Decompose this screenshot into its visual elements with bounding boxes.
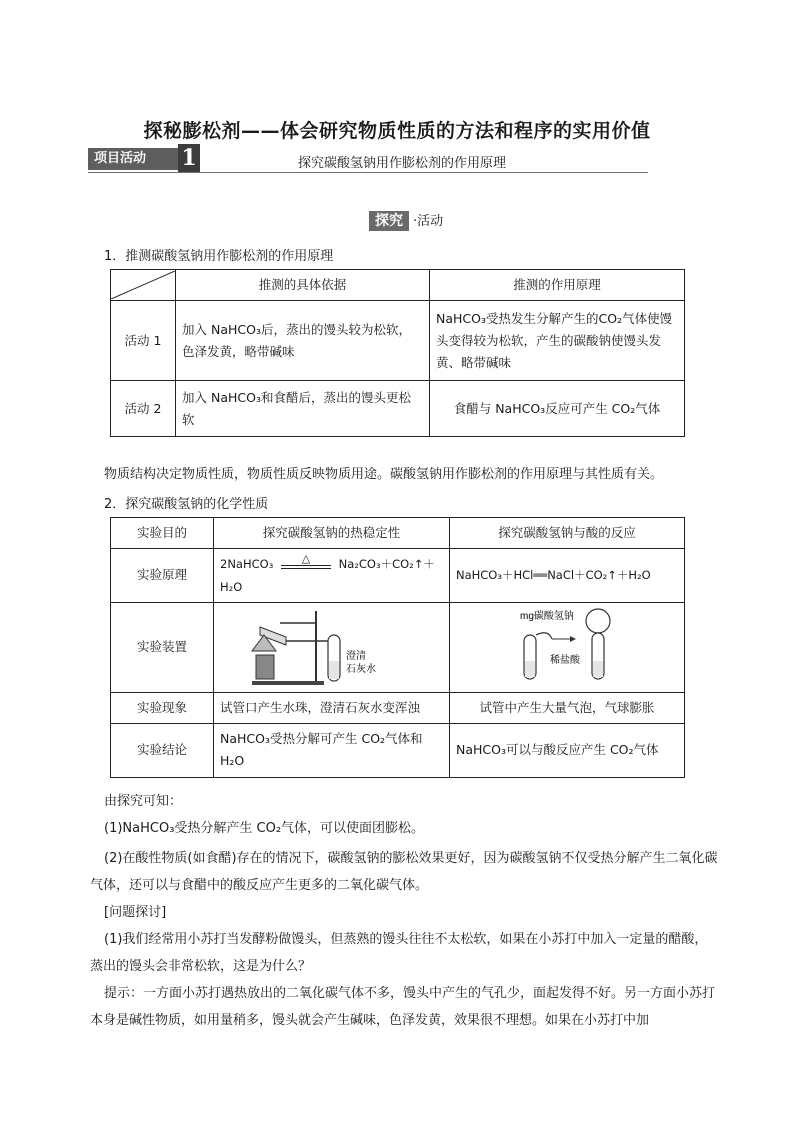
diagonal-header-cell xyxy=(111,270,176,301)
acid-apparatus-diagram xyxy=(452,605,682,689)
conclusion-acid: NaHCO₃可以与酸反应产生 CO₂气体 xyxy=(449,723,684,777)
equation-acid: NaHCO₃＋HCl══NaCl＋CO₂↑＋H₂O xyxy=(449,549,684,603)
heat-symbol: △ xyxy=(301,551,311,565)
header-purpose: 实验目的 xyxy=(111,518,214,549)
equation-thermal xyxy=(214,549,450,603)
row-label: 活动 2 xyxy=(111,381,176,437)
row-basis: 加入 NaHCO₃和食醋后，蒸出的馒头更松软 xyxy=(176,381,430,437)
table-row xyxy=(111,381,685,437)
row-principle: NaHCO₃受热发生分解产生的CO₂气体使馒头变得较为松软，产生的碳酸钠使馒头发黄、略带碱味 xyxy=(430,301,685,381)
row-principle: 食醋与 NaHCO₃反应可产生 CO₂气体 xyxy=(430,381,685,437)
experiment-table xyxy=(110,517,685,778)
header-acid: 探究碳酸氢钠与酸的反应 xyxy=(449,518,684,549)
row-label-conclusion: 实验结论 xyxy=(111,723,214,777)
paragraph-point-1: (1)NaHCO₃受热分解产生 CO₂气体，可以使面团膨松。 xyxy=(104,821,425,836)
equation-left: 2NaHCO₃ xyxy=(220,557,274,571)
heat-arrow xyxy=(281,551,331,576)
paragraph-question: (1)我们经常用小苏打当发酵粉做馒头，但蒸熟的馒头往往不太松软，如果在小苏打中加入一定量的醋酸，蒸出的馒头会非常松软，这是为什么？ xyxy=(90,932,708,974)
apparatus-thermal-cell xyxy=(214,602,450,692)
label-limewater-2: 石灰水 xyxy=(346,664,376,675)
phenomenon-acid: 试管中产生大量气泡，气球膨胀 xyxy=(449,692,684,723)
summary-paragraph: 物质结构决定物质性质，物质性质反映物质用途。碳酸氢钠用作膨松剂的作用原理与其性质有关。 xyxy=(104,467,664,482)
inference-table xyxy=(110,269,685,437)
equation-right: Na₂CO₃＋CO₂↑＋H₂O xyxy=(220,557,435,594)
activity-header xyxy=(88,145,648,173)
col-header-basis: 推测的具体依据 xyxy=(176,270,430,301)
explore-activity-tag xyxy=(369,210,443,232)
explore-suffix: ·活动 xyxy=(413,214,444,229)
col-header-principle: 推测的作用原理 xyxy=(430,270,685,301)
conclusion-thermal: NaHCO₃受热分解可产生 CO₂气体和 H₂O xyxy=(214,723,450,777)
header-thermal: 探究碳酸氢钠的热稳定性 xyxy=(214,518,450,549)
section2-heading: 2．探究碳酸氢钠的化学性质 xyxy=(104,497,269,512)
phenomenon-thermal: 试管口产生水珠，澄清石灰水变浑浊 xyxy=(214,692,450,723)
row-label: 活动 1 xyxy=(111,301,176,381)
row-label-principle: 实验原理 xyxy=(111,549,214,603)
paragraph-lead: 由探究可知： xyxy=(104,794,183,809)
diagonal-line xyxy=(111,271,175,299)
paragraph-discussion-heading: [问题探讨] xyxy=(104,905,167,920)
page-title: 探秘膨松剂——体会研究物质性质的方法和程序的实用价值 xyxy=(143,120,651,142)
section1-heading: 1．推测碳酸氢钠用作膨松剂的作用原理 xyxy=(104,249,334,264)
activity-badge-label: 项目活动 xyxy=(94,151,147,166)
table-row xyxy=(111,301,685,381)
explore-label: 探究 xyxy=(369,211,409,231)
row-label-phenomenon: 实验现象 xyxy=(111,692,214,723)
activity-badge xyxy=(88,145,197,171)
thermal-apparatus-diagram xyxy=(216,605,446,689)
row-label-apparatus: 实验装置 xyxy=(111,602,214,692)
paragraph-hint: 提示：一方面小苏打遇热放出的二氧化碳气体不多，馒头中产生的气孔少，面起发得不好。另一方面小苏打本身是碱性物质，如用量稍多，馒头就会产生碱味，色泽发黄，效果很不理想。如果在小苏打中加 xyxy=(90,986,716,1028)
activity-subtitle: 探究碳酸氢钠用作膨松剂的作用原理 xyxy=(298,156,507,171)
label-dilute-hcl: 稀盐酸 xyxy=(549,655,580,666)
apparatus-acid-cell xyxy=(449,602,684,692)
paragraph-point-2: (2)在酸性物质(如食醋)存在的情况下，碳酸氢钠的膨松效果更好，因为碳酸氢钠不仅受热分解产生二氧化碳气体，还可以与食醋中的酸反应产生更多的二氧化碳气体。 xyxy=(90,851,718,893)
activity-badge-number: 1 xyxy=(178,144,200,172)
label-mg-bicarbonate: mg碳酸氢钠 xyxy=(519,611,574,622)
row-basis: 加入 NaHCO₃后，蒸出的馒头较为松软，色泽发黄，略带碱味 xyxy=(176,301,430,381)
label-limewater-1: 澄清 xyxy=(346,651,366,662)
